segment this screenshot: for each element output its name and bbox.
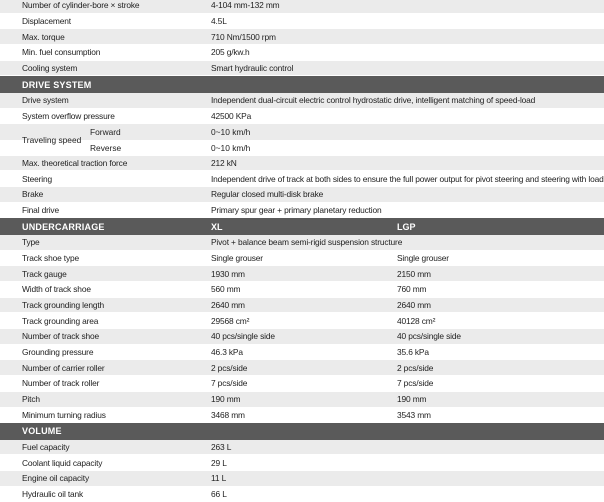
spec-row [0,140,604,156]
spec-value: 263 L [211,442,232,453]
section-title: UNDERCARRIAGE [22,221,105,232]
spec-row [0,14,604,30]
spec-row [0,61,604,77]
spec-label: Number of carrier roller [22,362,105,373]
section-title: DRIVE SYSTEM [22,79,92,90]
spec-value-lgp: 3543 mm [397,409,431,420]
spec-value-lgp: 2 pcs/side [397,362,434,373]
spec-value-xl: 46.3 kPa [211,347,243,358]
spec-value-lgp: 35.6 kPa [397,347,429,358]
spec-value-xl: 29568 cm² [211,315,250,326]
spec-label: Track grounding length [22,300,105,311]
spec-label: Displacement [22,16,71,27]
spec-value: 710 Nm/1500 rpm [211,31,276,42]
section-header-volume [0,423,604,440]
spec-value: Primary spur gear + primary planetary reduction [211,205,382,216]
spec-label: Track grounding area [22,315,99,326]
spec-value: 29 L [211,457,227,468]
spec-row [0,29,604,45]
spec-label: Steering [22,173,52,184]
spec-row [0,376,604,392]
spec-row [0,124,604,140]
spec-value: 66 L [211,489,227,500]
spec-value-xl: 2640 mm [211,300,245,311]
spec-row [0,471,604,487]
spec-value: 4-104 mm-132 mm [211,0,280,11]
spec-value-lgp: 760 mm [397,284,427,295]
spec-row [0,455,604,471]
spec-row [0,282,604,298]
spec-value-xl: 560 mm [211,284,241,295]
spec-value: 212 kN [211,158,237,169]
spec-value-xl: 3468 mm [211,409,245,420]
spec-label: Track gauge [22,268,67,279]
spec-label: System overflow pressure [22,110,115,121]
spec-row [0,156,604,172]
spec-value: Independent drive of track at both sides to ensure the full power output for pivot steering and steering with load [211,173,604,184]
spec-row [0,0,604,14]
spec-value: Pivot + balance beam semi-rigid suspension structure [211,237,403,248]
spec-row [0,45,604,61]
spec-label: Number of cylinder-bore × stroke [22,0,140,11]
spec-row [0,187,604,203]
spec-label: Number of track shoe [22,331,100,342]
section-header-drive-system [0,76,604,93]
spec-value-lgp: 2150 mm [397,268,431,279]
section-header-undercarriage [0,218,604,235]
spec-row [0,235,604,251]
spec-label: Width of track shoe [22,284,91,295]
spec-row [0,109,604,125]
spec-label: Coolant liquid capacity [22,457,103,468]
spec-label: Final drive [22,205,59,216]
spec-row [0,203,604,219]
spec-label: Track shoe type [22,252,80,263]
engine-section [0,0,604,76]
spec-sublabel: Reverse [90,142,122,153]
spec-label: Pitch [22,394,40,405]
spec-value: 0~10 km/h [211,142,251,153]
spec-label: Min. fuel consumption [22,47,101,58]
spec-value-lgp: 7 pcs/side [397,378,434,389]
spec-value-lgp: 40 pcs/single side [397,331,461,342]
spec-row [0,440,604,456]
spec-value-xl: 1930 mm [211,268,245,279]
spec-label: Fuel capacity [22,442,70,453]
spec-label: Cooling system [22,63,78,74]
spec-row [0,251,604,267]
spec-value-lgp: 40128 cm² [397,315,436,326]
spec-value: Regular closed multi-disk brake [211,189,324,200]
spec-label: Minimum turning radius [22,409,106,420]
spec-row [0,313,604,329]
spec-label: Max. torque [22,31,65,42]
spec-value: 0~10 km/h [211,127,251,138]
spec-value-xl: 40 pcs/single side [211,331,275,342]
spec-row [0,266,604,282]
spec-value-xl: 190 mm [211,394,241,405]
spec-row [0,171,604,187]
column-header-xl: XL [211,221,223,232]
spec-row [0,93,604,109]
spec-row [0,408,604,424]
spec-value-lgp: 2640 mm [397,300,431,311]
traveling-speed-group [0,124,604,155]
spec-value: Smart hydraulic control [211,63,294,74]
spec-value-lgp: Single grouser [397,252,449,263]
spec-value: 42500 KPa [211,110,252,121]
spec-row [0,298,604,314]
spec-value-xl: 2 pcs/side [211,362,248,373]
column-header-lgp: LGP [397,221,416,232]
spec-row [0,329,604,345]
spec-label: Max. theoretical traction force [22,158,128,169]
spec-value-xl: 7 pcs/side [211,378,248,389]
spec-value: 11 L [211,473,227,484]
spec-label: Engine oil capacity [22,473,89,484]
spec-label: Hydraulic oil tank [22,489,84,500]
spec-label: Brake [22,189,44,200]
spec-label: Drive system [22,95,69,106]
spec-row [0,392,604,408]
spec-value-lgp: 190 mm [397,394,427,405]
undercarriage-rows [0,251,604,424]
spec-value: Independent dual-circuit electric control hydrostatic drive, intelligent matching of speed-load [211,95,536,106]
spec-value: 205 g/kw.h [211,47,250,58]
spec-label: Type [22,237,40,248]
section-title: VOLUME [22,426,62,437]
spec-label: Traveling speed [22,135,82,145]
spec-row [0,345,604,361]
spec-sublabel: Forward [90,127,121,138]
spec-value: 4.5L [211,16,227,27]
spec-label: Grounding pressure [22,347,94,358]
spec-label: Number of track roller [22,378,100,389]
spec-row [0,360,604,376]
spec-value-xl: Single grouser [211,252,263,263]
